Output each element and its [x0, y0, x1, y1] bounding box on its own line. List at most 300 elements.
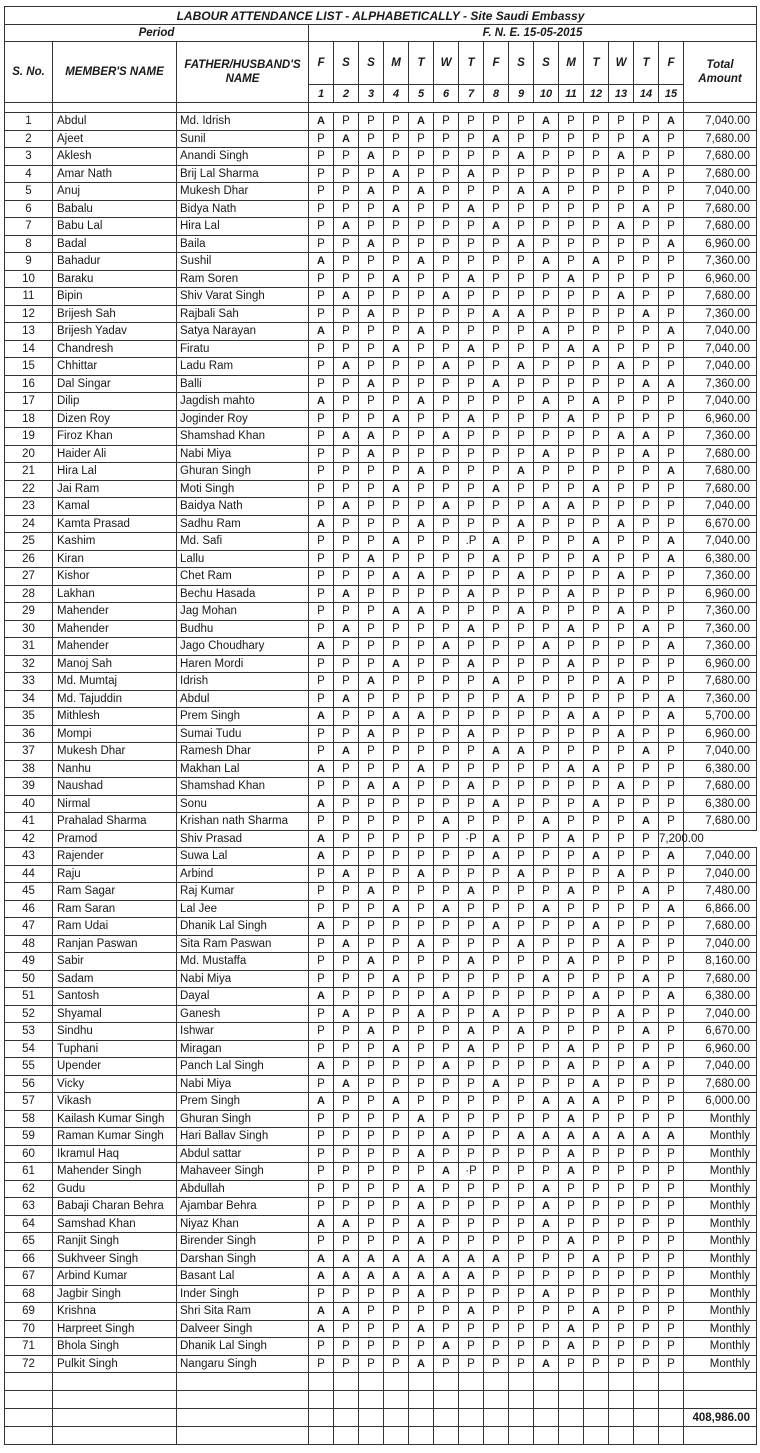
serial-number: 56 — [5, 1075, 53, 1093]
attendance-mark: P — [409, 498, 434, 516]
attendance-mark: P — [609, 848, 634, 866]
member-name: Baraku — [53, 270, 177, 288]
attendance-mark: P — [484, 1268, 509, 1286]
attendance-mark: P — [434, 1075, 459, 1093]
attendance-mark: A — [384, 1093, 409, 1111]
table-row — [5, 778, 757, 796]
attendance-mark: P — [559, 900, 584, 918]
attendance-mark: P — [559, 1268, 584, 1286]
total-amount: 7,680.00 — [684, 673, 757, 691]
attendance-mark: P — [534, 935, 559, 953]
attendance-mark: P — [334, 253, 359, 271]
attendance-mark: P — [659, 1198, 684, 1216]
table-row — [5, 1303, 757, 1321]
attendance-mark: P — [509, 165, 534, 183]
attendance-mark: A — [459, 1040, 484, 1058]
attendance-mark: P — [534, 1145, 559, 1163]
attendance-mark: P — [309, 358, 334, 376]
attendance-mark: P — [659, 865, 684, 883]
member-name: Kailash Kumar Singh — [53, 1110, 177, 1128]
attendance-mark: P — [459, 445, 484, 463]
total-amount: 8,160.00 — [684, 953, 757, 971]
attendance-mark: A — [584, 480, 609, 498]
attendance-mark: A — [584, 1093, 609, 1111]
attendance-mark: P — [459, 760, 484, 778]
attendance-mark: P — [484, 1215, 509, 1233]
attendance-mark: P — [609, 1145, 634, 1163]
attendance-mark: P — [384, 428, 409, 446]
attendance-mark: P — [434, 830, 459, 848]
attendance-mark: A — [534, 1355, 559, 1373]
table-row — [5, 113, 757, 131]
attendance-mark: P — [409, 1040, 434, 1058]
serial-number: 32 — [5, 655, 53, 673]
blank-row — [5, 1373, 757, 1391]
attendance-mark: P — [484, 200, 509, 218]
attendance-mark: P — [584, 1058, 609, 1076]
attendance-mark: P — [409, 1303, 434, 1321]
total-amount-header: Total Amount — [684, 42, 757, 103]
attendance-mark: P — [334, 638, 359, 656]
attendance-mark: P — [659, 953, 684, 971]
attendance-mark: P — [334, 830, 359, 848]
father-name: Shiv Prasad — [177, 830, 309, 848]
total-amount: 7,360.00 — [684, 568, 757, 586]
table-row — [5, 340, 757, 358]
attendance-mark: A — [409, 253, 434, 271]
attendance-mark: P — [609, 1268, 634, 1286]
attendance-mark: A — [334, 1005, 359, 1023]
attendance-mark: P — [609, 988, 634, 1006]
attendance-mark: A — [634, 883, 659, 901]
attendance-mark: P — [334, 1320, 359, 1338]
attendance-mark: P — [459, 848, 484, 866]
attendance-mark: P — [359, 288, 384, 306]
attendance-mark: A — [534, 393, 559, 411]
attendance-mark: P — [634, 638, 659, 656]
attendance-mark: P — [509, 445, 534, 463]
attendance-mark: P — [484, 1058, 509, 1076]
attendance-mark: P — [484, 183, 509, 201]
attendance-mark: P — [409, 340, 434, 358]
attendance-mark: P — [359, 708, 384, 726]
attendance-mark: P — [634, 1303, 659, 1321]
attendance-mark: A — [609, 935, 634, 953]
attendance-mark: A — [309, 1093, 334, 1111]
attendance-mark: P — [609, 830, 634, 848]
attendance-mark: P — [509, 218, 534, 236]
attendance-mark: P — [634, 253, 659, 271]
attendance-mark: P — [509, 550, 534, 568]
member-name: Ajeet — [53, 130, 177, 148]
serial-number: 35 — [5, 708, 53, 726]
attendance-mark: P — [459, 375, 484, 393]
attendance-mark: P — [634, 708, 659, 726]
attendance-mark: A — [509, 148, 534, 166]
attendance-mark: P — [534, 795, 559, 813]
attendance-mark: A — [334, 585, 359, 603]
attendance-mark: P — [634, 1180, 659, 1198]
attendance-mark: P — [509, 288, 534, 306]
day-header: S — [534, 42, 559, 85]
attendance-mark: P — [559, 743, 584, 761]
attendance-mark: P — [384, 218, 409, 236]
attendance-mark: A — [659, 113, 684, 131]
serial-number: 60 — [5, 1145, 53, 1163]
attendance-mark: P — [309, 340, 334, 358]
attendance-mark: A — [584, 760, 609, 778]
member-name: Prahalad Sharma — [53, 813, 177, 831]
member-name: Shyamal — [53, 1005, 177, 1023]
attendance-mark: P — [634, 953, 659, 971]
attendance-mark: P — [559, 428, 584, 446]
attendance-mark: A — [409, 708, 434, 726]
attendance-mark: P — [609, 813, 634, 831]
attendance-mark: P — [459, 428, 484, 446]
grand-total: 408,986.00 — [684, 1409, 757, 1427]
attendance-mark: P — [559, 935, 584, 953]
attendance-mark: P — [434, 480, 459, 498]
attendance-mark: P — [634, 1233, 659, 1251]
attendance-mark: P — [359, 760, 384, 778]
attendance-mark: P — [559, 1355, 584, 1373]
attendance-mark: P — [609, 1285, 634, 1303]
attendance-mark: P — [309, 445, 334, 463]
attendance-mark: A — [359, 1023, 384, 1041]
day-header: S — [334, 42, 359, 85]
attendance-mark: P — [659, 428, 684, 446]
attendance-mark: P — [659, 1163, 684, 1181]
attendance-mark: P — [659, 778, 684, 796]
attendance-mark: P — [609, 638, 634, 656]
attendance-mark: P — [559, 113, 584, 131]
attendance-mark: P — [584, 900, 609, 918]
attendance-mark: A — [484, 848, 509, 866]
member-name: Chandresh — [53, 340, 177, 358]
attendance-mark: P — [384, 130, 409, 148]
attendance-mark: P — [659, 498, 684, 516]
attendance-mark: P — [559, 988, 584, 1006]
attendance-mark: P — [534, 760, 559, 778]
attendance-mark: P — [509, 428, 534, 446]
attendance-mark: A — [484, 918, 509, 936]
attendance-mark: P — [559, 673, 584, 691]
attendance-mark: P — [359, 1075, 384, 1093]
attendance-mark: P — [584, 498, 609, 516]
member-name: Nirmal — [53, 795, 177, 813]
total-amount: 6,380.00 — [684, 795, 757, 813]
attendance-mark: A — [459, 200, 484, 218]
attendance-mark: P — [384, 445, 409, 463]
attendance-mark: P — [459, 235, 484, 253]
attendance-mark: P — [459, 638, 484, 656]
attendance-mark: P — [484, 253, 509, 271]
day-number: 7 — [459, 85, 484, 103]
father-name: Shri Sita Ram — [177, 1303, 309, 1321]
attendance-mark: P — [484, 970, 509, 988]
attendance-mark: P — [434, 1320, 459, 1338]
attendance-mark: P — [484, 585, 509, 603]
attendance-mark: A — [334, 1250, 359, 1268]
attendance-mark: P — [384, 1058, 409, 1076]
serial-number: 7 — [5, 218, 53, 236]
attendance-mark: P — [434, 1215, 459, 1233]
total-amount: 7,680.00 — [684, 218, 757, 236]
attendance-mark: P — [309, 165, 334, 183]
attendance-mark: A — [634, 1058, 659, 1076]
attendance-mark: P — [484, 410, 509, 428]
father-name: Sita Ram Paswan — [177, 935, 309, 953]
attendance-mark: A — [509, 1023, 534, 1041]
attendance-mark: P — [534, 690, 559, 708]
attendance-mark: P — [459, 1180, 484, 1198]
table-row — [5, 1355, 757, 1373]
attendance-mark: P — [534, 1268, 559, 1286]
attendance-mark: P — [584, 428, 609, 446]
day-number: 6 — [434, 85, 459, 103]
attendance-mark: P — [434, 1233, 459, 1251]
attendance-mark: P — [509, 1180, 534, 1198]
attendance-mark: A — [559, 760, 584, 778]
attendance-mark: P — [509, 113, 534, 131]
total-amount: 7,040.00 — [684, 848, 757, 866]
attendance-mark: P — [434, 270, 459, 288]
attendance-mark: P — [559, 218, 584, 236]
attendance-mark: P — [509, 1093, 534, 1111]
attendance-mark: P — [334, 795, 359, 813]
attendance-mark: P — [634, 1163, 659, 1181]
attendance-mark: P — [359, 935, 384, 953]
attendance-mark: P — [359, 830, 384, 848]
total-amount: 7,040.00 — [684, 183, 757, 201]
attendance-mark: P — [509, 253, 534, 271]
attendance-mark: A — [409, 1268, 434, 1286]
attendance-mark: A — [409, 568, 434, 586]
attendance-mark: P — [434, 743, 459, 761]
attendance-mark: P — [584, 778, 609, 796]
father-name: Jago Choudhary — [177, 638, 309, 656]
attendance-mark: P — [309, 1338, 334, 1356]
attendance-mark: P — [509, 655, 534, 673]
member-name: Vicky — [53, 1075, 177, 1093]
attendance-mark: P — [359, 690, 384, 708]
attendance-mark: P — [384, 1215, 409, 1233]
attendance-mark: P — [309, 1163, 334, 1181]
attendance-mark: A — [434, 1250, 459, 1268]
attendance-mark: P — [659, 1233, 684, 1251]
attendance-mark: A — [309, 393, 334, 411]
day-header: F — [659, 42, 684, 85]
attendance-mark: P — [659, 1320, 684, 1338]
total-amount: 7,360.00 — [684, 375, 757, 393]
member-name: Upender — [53, 1058, 177, 1076]
attendance-mark: P — [609, 393, 634, 411]
attendance-mark: P — [659, 218, 684, 236]
attendance-mark: P — [584, 725, 609, 743]
attendance-mark: P — [559, 795, 584, 813]
attendance-mark: P — [309, 148, 334, 166]
attendance-mark: P — [309, 375, 334, 393]
total-amount: 7,040.00 — [684, 1005, 757, 1023]
member-name: Santosh — [53, 988, 177, 1006]
attendance-mark: P — [484, 1040, 509, 1058]
attendance-mark: P — [359, 848, 384, 866]
attendance-mark: A — [534, 498, 559, 516]
attendance-mark: P — [359, 1005, 384, 1023]
attendance-mark: A — [434, 638, 459, 656]
attendance-mark: P — [659, 515, 684, 533]
attendance-mark: P — [584, 1040, 609, 1058]
attendance-mark: P — [584, 953, 609, 971]
father-name: Baidya Nath — [177, 498, 309, 516]
attendance-mark: P — [459, 1145, 484, 1163]
attendance-mark: P — [459, 795, 484, 813]
attendance-mark: P — [634, 1285, 659, 1303]
attendance-mark: P — [334, 113, 359, 131]
father-name: Dalveer Singh — [177, 1320, 309, 1338]
attendance-mark: P — [509, 533, 534, 551]
attendance-mark: P — [459, 918, 484, 936]
attendance-mark: P — [584, 1285, 609, 1303]
father-name: Prem Singh — [177, 708, 309, 726]
total-amount: 7,040.00 — [684, 340, 757, 358]
attendance-mark: P — [384, 253, 409, 271]
serial-number: 33 — [5, 673, 53, 691]
attendance-mark: P — [659, 760, 684, 778]
total-amount: 7,040.00 — [684, 358, 757, 376]
member-name: Kashim — [53, 533, 177, 551]
attendance-mark: P — [309, 305, 334, 323]
attendance-mark: P — [634, 830, 659, 848]
attendance-mark: A — [384, 480, 409, 498]
attendance-mark: P — [584, 358, 609, 376]
blank-row — [5, 1391, 757, 1409]
attendance-mark: P — [584, 1005, 609, 1023]
attendance-mark: A — [509, 515, 534, 533]
father-name: Hari Ballav Singh — [177, 1128, 309, 1146]
attendance-mark: P — [459, 935, 484, 953]
attendance-mark: P — [609, 1198, 634, 1216]
attendance-mark: A — [484, 1075, 509, 1093]
attendance-mark: A — [309, 515, 334, 533]
attendance-mark: P — [659, 1215, 684, 1233]
attendance-mark: P — [334, 1233, 359, 1251]
attendance-mark: P — [584, 620, 609, 638]
attendance-mark: P — [534, 375, 559, 393]
attendance-mark: P — [359, 113, 384, 131]
attendance-mark: P — [459, 690, 484, 708]
member-name: Babaji Charan Behra — [53, 1198, 177, 1216]
attendance-mark: P — [334, 323, 359, 341]
attendance-mark: P — [434, 708, 459, 726]
member-name: Dilip — [53, 393, 177, 411]
member-name: Dizen Roy — [53, 410, 177, 428]
attendance-mark: A — [534, 1128, 559, 1146]
total-amount: 6,960.00 — [684, 410, 757, 428]
attendance-mark: P — [434, 550, 459, 568]
attendance-mark: A — [484, 830, 509, 848]
attendance-mark: P — [434, 113, 459, 131]
attendance-mark: P — [409, 305, 434, 323]
serial-number: 8 — [5, 235, 53, 253]
attendance-mark: P — [459, 148, 484, 166]
attendance-mark: A — [659, 375, 684, 393]
attendance-mark: P — [334, 200, 359, 218]
attendance-mark: A — [609, 778, 634, 796]
attendance-mark: P — [509, 393, 534, 411]
attendance-mark: P — [384, 813, 409, 831]
father-name: Md. Mustaffa — [177, 953, 309, 971]
serial-number: 40 — [5, 795, 53, 813]
attendance-mark: P — [659, 603, 684, 621]
attendance-mark: P — [584, 1233, 609, 1251]
attendance-mark: P — [384, 935, 409, 953]
attendance-mark: P — [334, 375, 359, 393]
serial-number: 17 — [5, 393, 53, 411]
total-amount: 7,680.00 — [684, 463, 757, 481]
attendance-mark: P — [309, 498, 334, 516]
attendance-mark: P — [334, 1023, 359, 1041]
attendance-mark: A — [334, 358, 359, 376]
attendance-mark: A — [409, 1233, 434, 1251]
attendance-mark: P — [459, 1075, 484, 1093]
serial-number: 54 — [5, 1040, 53, 1058]
attendance-mark: P — [609, 1023, 634, 1041]
attendance-mark: A — [359, 428, 384, 446]
attendance-mark: A — [459, 340, 484, 358]
attendance-mark: P — [384, 988, 409, 1006]
table-row — [5, 305, 757, 323]
day-number: 5 — [409, 85, 434, 103]
member-name: Dal Singar — [53, 375, 177, 393]
attendance-mark: P — [384, 375, 409, 393]
attendance-mark: P — [634, 340, 659, 358]
serial-number: 37 — [5, 743, 53, 761]
attendance-mark: P — [484, 883, 509, 901]
attendance-mark: P — [634, 480, 659, 498]
attendance-mark: P — [509, 340, 534, 358]
serial-number: 20 — [5, 445, 53, 463]
attendance-mark: A — [384, 603, 409, 621]
attendance-mark: P — [459, 498, 484, 516]
attendance-mark: P — [534, 1058, 559, 1076]
attendance-mark: P — [409, 883, 434, 901]
attendance-mark: P — [634, 515, 659, 533]
father-name: Nabi Miya — [177, 1075, 309, 1093]
table-row — [5, 603, 757, 621]
attendance-mark: P — [634, 900, 659, 918]
attendance-mark: A — [609, 865, 634, 883]
attendance-mark: P — [409, 795, 434, 813]
attendance-mark: P — [509, 673, 534, 691]
total-amount: 6,960.00 — [684, 1040, 757, 1058]
total-amount: Monthly — [684, 1285, 757, 1303]
table-row — [5, 935, 757, 953]
member-name: Tuphani — [53, 1040, 177, 1058]
attendance-mark: P — [484, 935, 509, 953]
father-name: Jag Mohan — [177, 603, 309, 621]
member-name: Gudu — [53, 1180, 177, 1198]
attendance-mark: A — [559, 1110, 584, 1128]
attendance-mark: A — [484, 795, 509, 813]
attendance-mark: A — [309, 1320, 334, 1338]
total-amount: 6,380.00 — [684, 760, 757, 778]
attendance-mark: P — [534, 988, 559, 1006]
attendance-mark: P — [434, 1355, 459, 1373]
father-name: Bidya Nath — [177, 200, 309, 218]
attendance-mark: P — [484, 1233, 509, 1251]
attendance-mark: P — [384, 1233, 409, 1251]
